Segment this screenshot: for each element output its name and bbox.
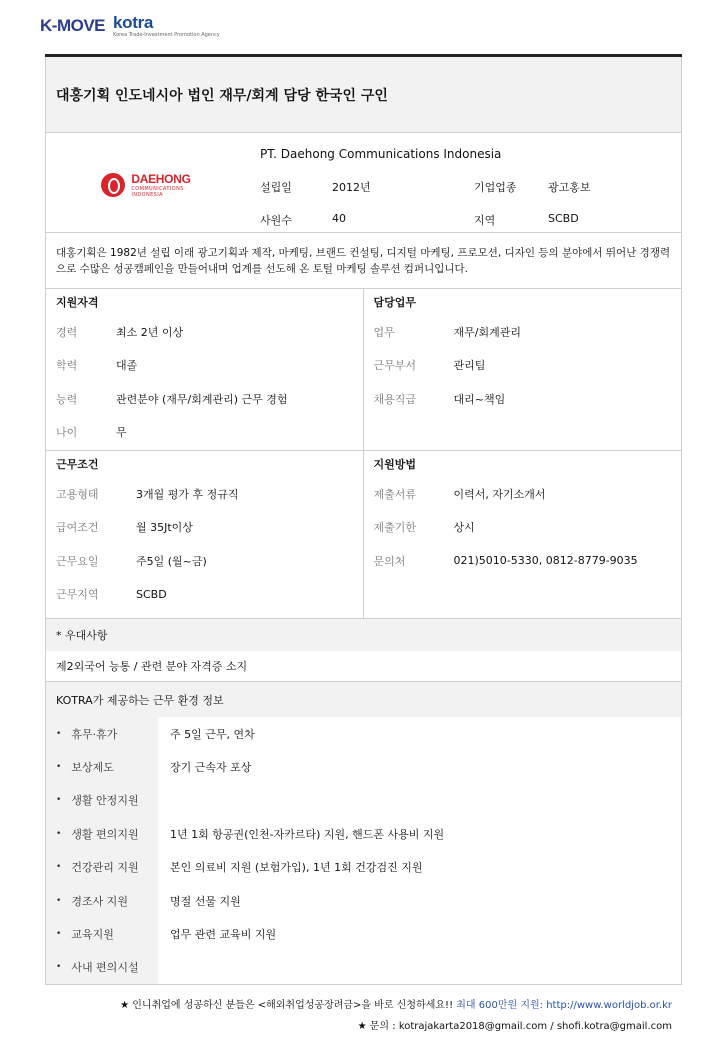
environment-heading: KOTRA가 제공하는 근무 환경 정보 xyxy=(45,681,682,717)
preference-body: 제2외국어 능통 / 관련 분야 자격증 소지 xyxy=(45,651,682,681)
founded-label: 설립일 xyxy=(260,181,292,194)
company-info xyxy=(45,133,682,233)
apply-row: 문의처 021)5010-5330, 0812-8779-9035 xyxy=(373,554,638,568)
logo-main-text: DAEHONG xyxy=(131,171,191,186)
qual-row: 경력 최소 2년 이상 xyxy=(56,325,184,339)
region-value: SCBD xyxy=(548,212,579,225)
footer-notice-text: ★ 인니취업에 성공하신 분들은 <해외취업성공장려금>을 바로 신청하세요!! xyxy=(120,1000,457,1011)
table-row: • 생활 안정지원 xyxy=(46,784,681,817)
condition-row: 근무지역 SCBD xyxy=(56,587,167,602)
duties xyxy=(364,289,682,450)
job-posting xyxy=(45,54,682,985)
duties-heading: 담당업무 xyxy=(373,296,417,309)
industry-value: 광고홍보 xyxy=(548,181,591,194)
logo-sub-text-2: INDONESIA xyxy=(131,191,163,198)
table-row: • 교육지원 업무 관련 교육비 지원 xyxy=(46,917,681,950)
apply xyxy=(364,451,682,618)
qual-row: 나이 무 xyxy=(56,426,127,440)
condition-row: 고용형태 3개월 평가 후 정규직 xyxy=(56,487,239,501)
worldjob-link[interactable]: 최대 600만원 지원: http://www.worldjob.or.kr xyxy=(456,1000,672,1011)
duty-row: 업무 재무/회계관리 xyxy=(373,325,521,339)
table-row: • 경조사 지원 명절 선물 지원 xyxy=(46,884,681,917)
conditions xyxy=(46,451,364,618)
kotra-logo-subtitle: Korea Trade-Investment Promotion Agency xyxy=(113,32,220,38)
preference-heading: * 우대사항 xyxy=(45,619,682,651)
apply-row: 제출기한 상시 xyxy=(373,521,475,535)
logo-sub-text-1: COMMUNICATIONS xyxy=(131,185,184,192)
qualifications-duties-section xyxy=(45,289,682,451)
employees-value: 40 xyxy=(332,212,346,225)
daehong-logo-icon xyxy=(101,173,125,197)
environment-table xyxy=(45,717,682,985)
duty-row: 근무부서 관리팀 xyxy=(373,359,486,373)
qual-row: 학력 대졸 xyxy=(56,359,138,373)
company-name: PT. Daehong Communications Indonesia xyxy=(260,147,502,161)
table-row: • 사내 편의시설 xyxy=(46,951,681,984)
footer-contact: ★ 문의 : kotrajakarta2018@gmail.com / shofi.kotra@gmail.com xyxy=(357,1021,672,1032)
table-row: • 휴무·휴가 주 5일 근무, 연차 xyxy=(46,717,681,750)
table-row: • 보상제도 장기 근속자 포상 xyxy=(46,750,681,783)
company-intro: 대홍기획은 1982년 설립 이래 광고기획과 제작, 마케팅, 브랜드 컨설팅, 디지털 마케팅, 프로모션, 디자인 등의 분야에서 뛰어난 경쟁력으로 수많은 성공캠페인을 만들어내며 업계를 선도해 온 토털 마케팅 솔루션 컴퍼니입니다. xyxy=(45,233,682,289)
apply-heading: 지원방법 xyxy=(373,458,417,471)
kotra-logo xyxy=(113,14,220,38)
header-logos xyxy=(40,12,220,48)
conditions-apply-section xyxy=(45,451,682,619)
kotra-logo-text: kotra xyxy=(113,13,154,32)
condition-row: 급여조건 월 35Jt이상 xyxy=(56,521,193,535)
kmove-logo: K-MOVE xyxy=(40,16,105,35)
founded-value: 2012년 xyxy=(332,181,371,194)
qual-row: 능력 관련분야 (재무/회계관리) 근무 경험 xyxy=(56,392,288,406)
apply-row: 제출서류 이력서, 자기소개서 xyxy=(373,487,546,501)
duty-row: 채용직급 대리~책임 xyxy=(373,392,506,406)
page-title: 대홍기획 인도네시아 법인 재무/회계 담당 한국인 구인 xyxy=(45,57,682,133)
table-row: • 건강관리 지원 본인 의료비 지원 (보험가입), 1년 1회 건강검진 지원 xyxy=(46,851,681,884)
region-label: 지역 xyxy=(474,214,496,227)
company-logo xyxy=(66,145,226,225)
qualifications xyxy=(46,289,364,450)
footer-notice xyxy=(32,996,672,1011)
industry-label: 기업업종 xyxy=(474,181,517,194)
conditions-heading: 근무조건 xyxy=(56,458,99,471)
table-row: • 생활 편의지원 1년 1회 항공권(인천-자카르타) 지원, 핸드폰 사용비 지원 xyxy=(46,817,681,850)
qualifications-heading: 지원자격 xyxy=(56,296,99,309)
employees-label: 사원수 xyxy=(260,214,292,227)
condition-row: 근무요일 주5일 (월~금) xyxy=(56,554,207,568)
